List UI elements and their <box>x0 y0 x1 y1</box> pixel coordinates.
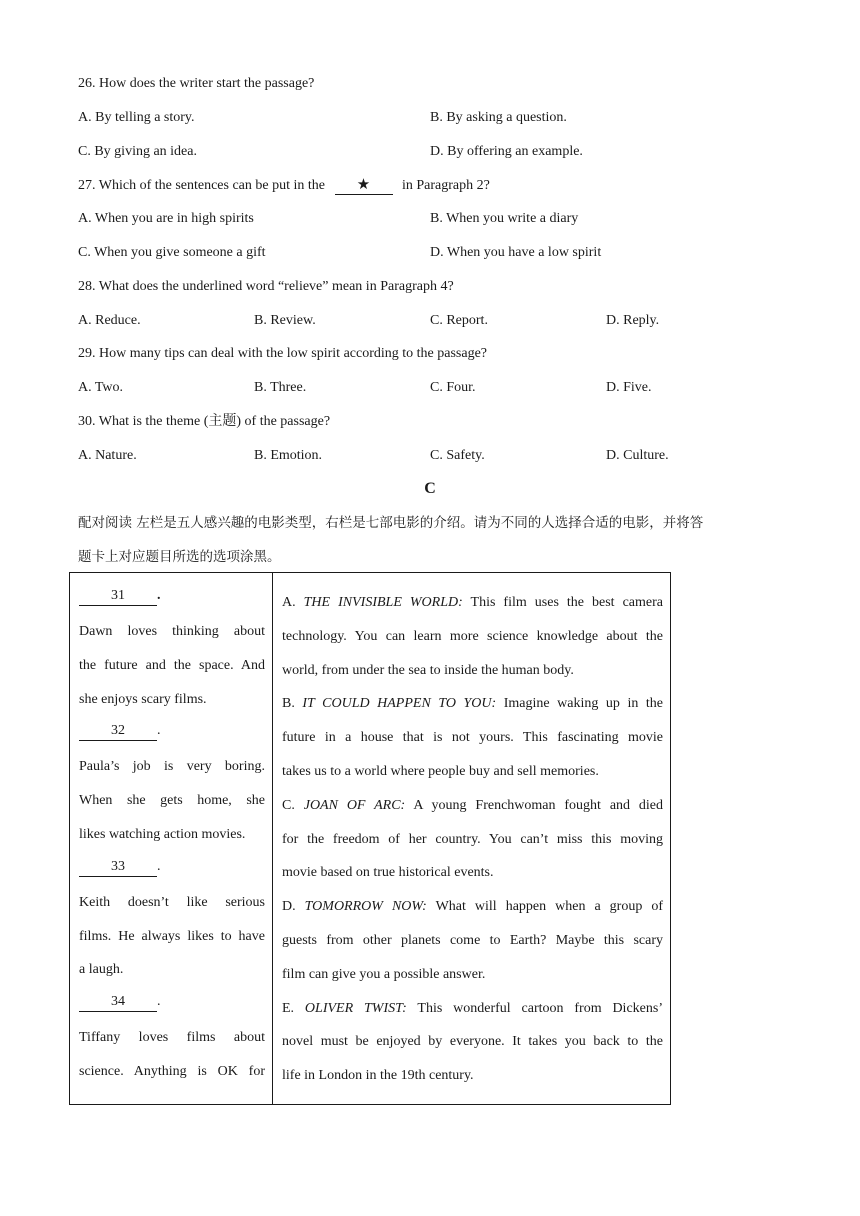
section-c-title: C <box>424 480 436 497</box>
q26-option-d: D. By offering an example. <box>430 144 583 159</box>
person-31-line: she enjoys scary films. <box>79 691 207 707</box>
person-33-line: a laugh. <box>79 962 124 978</box>
q28-option-c: C. Report. <box>430 313 488 328</box>
film-e-letter: E. <box>282 1000 295 1016</box>
film-b-title: IT COULD HAPPEN TO YOU: <box>302 696 497 712</box>
q28-option-d: D. Reply. <box>606 313 660 328</box>
blank-end-31: . <box>157 588 161 603</box>
film-d-line: What will happen when a group of <box>435 899 664 915</box>
person-34-line: science. Anything is OK for <box>79 1063 265 1079</box>
q26-option-a: A. By telling a story. <box>78 110 195 125</box>
film-b-line: future in a house that is not yours. This fascinating movie <box>282 730 663 746</box>
q26-option-b: B. By asking a question. <box>430 110 567 125</box>
section-c-instructions <box>78 506 782 574</box>
film-d-letter: D. <box>282 899 296 915</box>
person-33-line: Keith doesn’t like serious <box>79 894 265 910</box>
q27-star-blank <box>335 176 393 195</box>
question-27-stem <box>78 176 490 195</box>
film-b-letter: B. <box>282 696 295 712</box>
matching-table <box>69 572 671 1105</box>
q30-option-d: D. Culture. <box>606 448 669 463</box>
film-a-letter: A. <box>282 595 296 610</box>
person-31-line: the future and the space. And <box>79 657 265 673</box>
film-a-line: world, from under the sea to inside the human body. <box>282 662 574 678</box>
q30-option-b: B. Emotion. <box>254 448 323 463</box>
q27-option-a: A. When you are in high spirits <box>78 211 254 226</box>
people-column <box>70 573 273 1105</box>
person-32-line: When she gets home, she <box>79 793 265 809</box>
q29-option-c: C. Four. <box>430 380 476 395</box>
film-b-line: takes us to a world where people buy and sell memories. <box>282 763 599 779</box>
q27-option-d: D. When you have a low spirit <box>430 245 602 260</box>
person-33 <box>79 852 265 987</box>
q27-stem-before: 27. Which of the sentences can be put in the <box>78 178 325 193</box>
film-a-line: technology. You can learn more science knowledge about the <box>282 628 663 644</box>
q29-option-d: D. Five. <box>606 380 652 395</box>
film-d-title: TOMORROW NOW: <box>304 899 427 915</box>
film-e <box>282 992 663 1093</box>
q29-option-b: B. Three. <box>254 380 307 395</box>
question-26-stem: 26. How does the writer start the passage? <box>78 76 315 91</box>
person-31 <box>79 581 265 716</box>
instruction-line-1: 配对阅读 左栏是五人感兴趣的电影类型，右栏是七部电影的介绍。请为不同的人选择合适的电影，并将答 <box>78 515 704 531</box>
q27-option-b: B. When you write a diary <box>430 211 579 226</box>
film-a-title: THE INVISIBLE WORLD: <box>303 595 463 610</box>
answer-blank-31: 31 <box>79 587 157 606</box>
q26-option-c: C. By giving an idea. <box>78 144 197 159</box>
film-e-line: novel must be enjoyed by everyone. It takes you back to the <box>282 1034 663 1050</box>
q27-stem-after: in Paragraph 2? <box>402 178 490 193</box>
film-a-line: This film uses the best camera <box>470 595 663 610</box>
q27-option-c: C. When you give someone a gift <box>78 245 266 260</box>
q30-option-c: C. Safety. <box>430 448 485 463</box>
film-c-line: for the freedom of her country. You can’t miss this moving <box>282 831 663 847</box>
film-a <box>282 586 663 687</box>
film-c-line: movie based on true historical events. <box>282 865 494 881</box>
blank-end-33: . <box>157 858 161 874</box>
film-c-line: A young Frenchwoman fought and died <box>413 797 664 813</box>
film-b <box>282 687 663 788</box>
star-icon: ★ <box>356 175 371 193</box>
answer-blank-32: 32 <box>79 722 157 741</box>
film-d <box>282 890 663 991</box>
instruction-line-2: 题卡上对应题目所选的选项涂黑。 <box>78 549 281 565</box>
question-28-stem: 28. What does the underlined word “relieve” mean in Paragraph 4? <box>78 279 454 294</box>
film-c-letter: C. <box>282 797 295 813</box>
film-c <box>282 789 663 890</box>
answer-blank-33: 33 <box>79 858 157 877</box>
person-34 <box>79 987 265 1089</box>
person-32-line: Paula’s job is very boring. <box>79 759 265 775</box>
film-e-line: This wonderful cartoon from Dickens’ <box>417 1000 663 1016</box>
person-32-line: likes watching action movies. <box>79 826 246 842</box>
blank-end-34: . <box>157 994 161 1010</box>
blank-end-32: . <box>157 723 161 739</box>
person-31-line: Dawn loves thinking about <box>79 624 265 639</box>
q30-option-a: A. Nature. <box>78 448 137 463</box>
question-30-stem: 30. What is the theme (主题) of the passage? <box>78 414 331 429</box>
film-d-line: film can give you a possible answer. <box>282 966 486 982</box>
film-e-title: OLIVER TWIST: <box>304 1000 407 1016</box>
q28-option-b: B. Review. <box>254 313 316 328</box>
film-b-line: Imagine waking up in the <box>503 696 664 712</box>
person-34-line: Tiffany loves films about <box>79 1030 265 1046</box>
person-33-line: films. He always likes to have <box>79 928 265 944</box>
film-d-line: guests from other planets come to Earth? Maybe this scary <box>282 932 663 948</box>
answer-blank-34: 34 <box>79 993 157 1012</box>
films-column <box>273 573 671 1105</box>
q29-option-a: A. Two. <box>78 380 124 395</box>
person-32 <box>79 716 265 851</box>
question-29-stem: 29. How many tips can deal with the low spirit according to the passage? <box>78 346 488 361</box>
film-c-title: JOAN OF ARC: <box>303 797 406 813</box>
q28-option-a: A. Reduce. <box>78 313 141 328</box>
film-e-line: life in London in the 19th century. <box>282 1068 474 1084</box>
